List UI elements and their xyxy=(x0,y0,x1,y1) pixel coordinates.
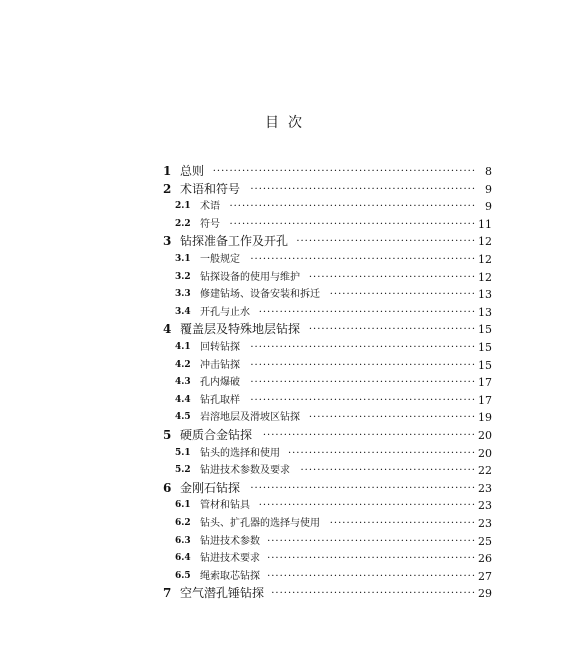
toc-entry[interactable] xyxy=(0,497,567,514)
toc-entry[interactable] xyxy=(0,585,567,602)
toc-entry-number: 4.3 xyxy=(175,377,191,388)
toc-entry[interactable] xyxy=(0,480,567,497)
toc-leader-dots: ············································· xyxy=(287,447,476,459)
toc-entry-number: 2.2 xyxy=(175,218,191,229)
toc-entry-label: 绳索取芯钻探 xyxy=(200,570,260,582)
toc-leader-dots: ··································· xyxy=(329,518,476,529)
toc-entry-page: 15 xyxy=(478,358,492,372)
toc-entry-label: 管材和钻具 xyxy=(200,500,250,512)
toc-entry-page: 15 xyxy=(478,341,492,354)
toc-entry[interactable] xyxy=(0,445,567,462)
toc-leader-dots: ···················································· xyxy=(258,306,476,318)
toc-entry[interactable] xyxy=(0,233,567,250)
toc-leader-dots: ······················································ xyxy=(250,342,476,353)
toc-entry-number: 2 xyxy=(163,181,172,196)
toc-entry[interactable] xyxy=(0,515,567,532)
toc-entry-label: 术语 xyxy=(200,201,220,213)
toc-entry-number: 6.1 xyxy=(175,500,191,511)
toc-entry-number: 4.2 xyxy=(175,359,191,370)
toc-entry-number: 1 xyxy=(163,164,172,178)
toc-entry-label: 钻探设备的使用与维护 xyxy=(200,271,300,283)
toc-entry-label: 钻孔取样 xyxy=(200,394,240,406)
toc-entry-page: 19 xyxy=(478,411,492,425)
toc-entry-page: 23 xyxy=(478,481,492,495)
toc-entry-page: 20 xyxy=(478,446,492,460)
toc-entry-number: 2.1 xyxy=(175,201,191,212)
toc-entry-page: 25 xyxy=(478,534,492,548)
toc-entry[interactable] xyxy=(0,181,567,198)
toc-leader-dots: ······················································ xyxy=(250,183,476,195)
toc-entry-number: 6.3 xyxy=(175,535,191,546)
toc-leader-dots: ················································· xyxy=(271,588,476,600)
toc-leader-dots: ···················································· xyxy=(258,500,476,512)
toc-entry[interactable] xyxy=(0,409,567,426)
toc-entry-page: 23 xyxy=(478,517,492,530)
toc-entry-number: 3.1 xyxy=(175,254,191,264)
toc-entry[interactable] xyxy=(0,550,567,567)
toc-entry-page: 27 xyxy=(478,569,492,583)
toc-entry-label: 硬质合金钻探 xyxy=(180,428,253,442)
toc-leader-dots: ··································· xyxy=(329,289,476,301)
toc-entry[interactable] xyxy=(0,427,567,444)
toc-entry-number: 3.3 xyxy=(175,289,191,300)
toc-entry[interactable] xyxy=(0,357,567,374)
toc-entry-page: 13 xyxy=(478,305,492,319)
toc-entry[interactable] xyxy=(0,374,567,391)
toc-leader-dots: ·········································· xyxy=(300,465,476,477)
toc-entry[interactable] xyxy=(0,269,567,286)
toc-leader-dots: ······················································ xyxy=(250,482,476,494)
toc-entry[interactable] xyxy=(0,392,567,409)
toc-entry-page: 9 xyxy=(485,182,492,196)
toc-entry-number: 6 xyxy=(163,480,172,495)
toc-entry-label: 钻探准备工作及开孔 xyxy=(180,234,289,249)
toc-entry[interactable] xyxy=(0,339,567,356)
toc-entry[interactable] xyxy=(0,462,567,479)
toc-entry-label: 一般规定 xyxy=(200,254,240,265)
toc-entry-number: 7 xyxy=(163,586,172,601)
toc-entry[interactable] xyxy=(0,568,567,585)
toc-leader-dots: ·················································· xyxy=(267,535,476,547)
toc-entry[interactable] xyxy=(0,321,567,338)
toc-leader-dots: ··························································· xyxy=(229,201,476,213)
toc-entry-page: 15 xyxy=(478,323,492,337)
toc-entry-page: 12 xyxy=(478,253,492,266)
toc-leader-dots: ··········································· xyxy=(296,236,476,248)
toc-leader-dots: ··························································· xyxy=(229,218,476,230)
toc-leader-dots: ·················································· xyxy=(267,570,476,582)
toc-entry-label: 钻头、扩孔器的选择与使用 xyxy=(200,518,320,529)
toc-entry-page: 17 xyxy=(478,393,492,407)
toc-entry-label: 钻进技术参数及要求 xyxy=(200,465,290,477)
toc-entry-page: 22 xyxy=(478,464,492,478)
toc-entry-page: 23 xyxy=(478,499,492,513)
toc-entry-label: 空气潜孔锤钻探 xyxy=(180,586,265,601)
toc-entry-page: 20 xyxy=(478,429,492,442)
toc-leader-dots: ······················································ xyxy=(250,394,476,406)
page-title: 目 次 xyxy=(265,115,302,131)
toc-entry-page: 26 xyxy=(478,552,492,566)
toc-leader-dots: ········································ xyxy=(308,412,476,424)
toc-leader-dots: ········································ xyxy=(308,271,476,283)
toc-entry-page: 11 xyxy=(478,217,492,231)
toc-entry-number: 4 xyxy=(163,322,172,337)
toc-entry-label: 修建钻场、设备安装和拆迁 xyxy=(200,289,320,301)
toc-leader-dots: ········································ xyxy=(308,324,476,336)
toc-entry-number: 4.4 xyxy=(175,394,191,405)
toc-entry[interactable] xyxy=(0,163,567,180)
toc-entry-label: 金刚石钻探 xyxy=(180,480,241,495)
toc-leader-dots: ······················································ xyxy=(250,359,476,371)
toc-entry-number: 5 xyxy=(163,428,172,442)
toc-leader-dots: ······················································ xyxy=(250,254,476,265)
toc-entry-page: 29 xyxy=(478,587,492,601)
toc-entry-label: 总则 xyxy=(180,164,205,178)
toc-entry-page: 9 xyxy=(485,200,492,214)
toc-leader-dots: ······························································· xyxy=(212,166,476,177)
toc-entry[interactable] xyxy=(0,286,567,303)
toc-entry[interactable] xyxy=(0,198,567,215)
toc-entry-number: 4.5 xyxy=(175,412,191,423)
toc-entry[interactable] xyxy=(0,304,567,321)
toc-entry-label: 钻进技术参数 xyxy=(200,535,260,547)
toc-entry-number: 6.4 xyxy=(175,553,191,564)
toc-entry-number: 5.2 xyxy=(175,465,191,476)
toc-entry-label: 开孔与止水 xyxy=(200,306,250,318)
toc-entry-label: 钻头的选择和使用 xyxy=(200,447,280,459)
toc-entry-number: 3 xyxy=(163,234,172,249)
toc-entry-number: 3.4 xyxy=(175,306,191,317)
toc-entry-number: 5.1 xyxy=(175,447,191,458)
toc-entry-label: 孔内爆破 xyxy=(200,377,240,389)
toc-entry-number: 6.5 xyxy=(175,570,191,581)
toc-entry-label: 钻进技术要求 xyxy=(200,553,260,565)
toc-entry-label: 术语和符号 xyxy=(180,181,241,196)
toc-entry-label: 岩溶地层及滑坡区钻探 xyxy=(200,412,300,424)
toc-leader-dots: ··················································· xyxy=(262,430,476,441)
toc-entry-label: 回转钻探 xyxy=(200,342,240,353)
toc-entry[interactable] xyxy=(0,533,567,550)
toc-entry-number: 3.2 xyxy=(175,271,191,282)
toc-entry-number: 6.2 xyxy=(175,518,191,528)
toc-entry-label: 冲击钻探 xyxy=(200,359,240,371)
toc-entry-page: 12 xyxy=(478,270,492,284)
toc-leader-dots: ······················································ xyxy=(250,377,476,389)
toc-entry-label: 符号 xyxy=(200,218,220,230)
toc-entry-page: 8 xyxy=(485,165,492,178)
toc-entry-page: 17 xyxy=(478,376,492,390)
toc-entry[interactable] xyxy=(0,216,567,233)
toc-entry-page: 13 xyxy=(478,288,492,302)
toc-entry-page: 12 xyxy=(478,235,492,249)
toc-entry-label: 覆盖层及特殊地层钻探 xyxy=(180,322,301,337)
toc-entry[interactable] xyxy=(0,251,567,268)
toc-entry-number: 4.1 xyxy=(175,342,191,352)
toc-leader-dots: ·················································· xyxy=(267,553,476,565)
